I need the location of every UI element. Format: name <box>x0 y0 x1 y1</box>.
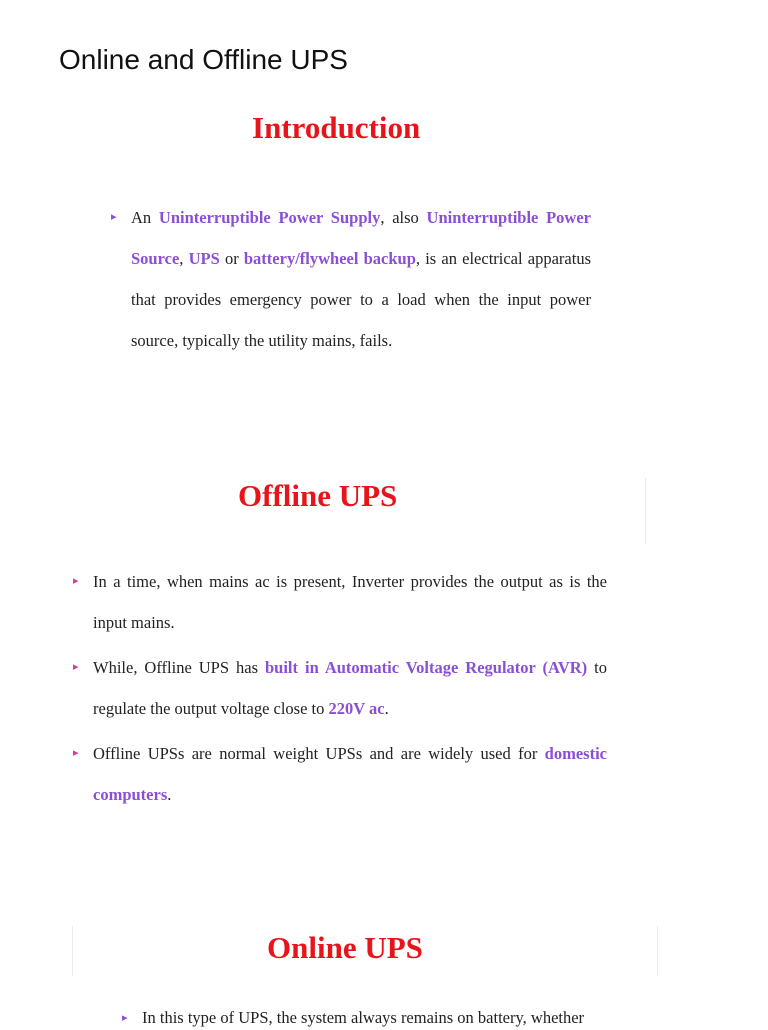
slide-border <box>657 926 658 976</box>
offline-ups-heading: Offline UPS <box>238 478 398 513</box>
bullet-marker-icon: ▸ <box>73 661 79 673</box>
bullet-marker-icon: ▸ <box>122 1012 128 1024</box>
offline-bullet-3: ▸ Offline UPSs are normal weight UPSs and are widely used for domestic computers. <box>93 733 607 815</box>
offline-bullet-2: ▸ While, Offline UPS has built in Automatic Voltage Regulator (AVR) to regulate the output voltage close to 220V ac. <box>93 647 607 729</box>
page-title: Online and Offline UPS <box>59 44 348 75</box>
introduction-bullet: ▸ An Uninterruptible Power Supply, also Uninterruptible Power Source, UPS or battery/flywheel backup, is an electrical apparatus that provides emergency power to a load when the input power source, typically the utility mains, fails. <box>131 197 591 361</box>
online-ups-heading: Online UPS <box>267 930 423 965</box>
slide-border <box>645 478 646 544</box>
bullet-marker-icon: ▸ <box>73 575 79 587</box>
bullet-marker-icon: ▸ <box>111 211 117 223</box>
bullet-marker-icon: ▸ <box>73 747 79 759</box>
online-bullet-1: ▸ In this type of UPS, the system always remains on battery, whether <box>142 1006 622 1030</box>
introduction-heading: Introduction <box>252 110 421 145</box>
offline-bullet-1: ▸ In a time, when mains ac is present, Inverter provides the output as is the input mains. <box>93 561 607 643</box>
slide-border <box>72 926 73 976</box>
